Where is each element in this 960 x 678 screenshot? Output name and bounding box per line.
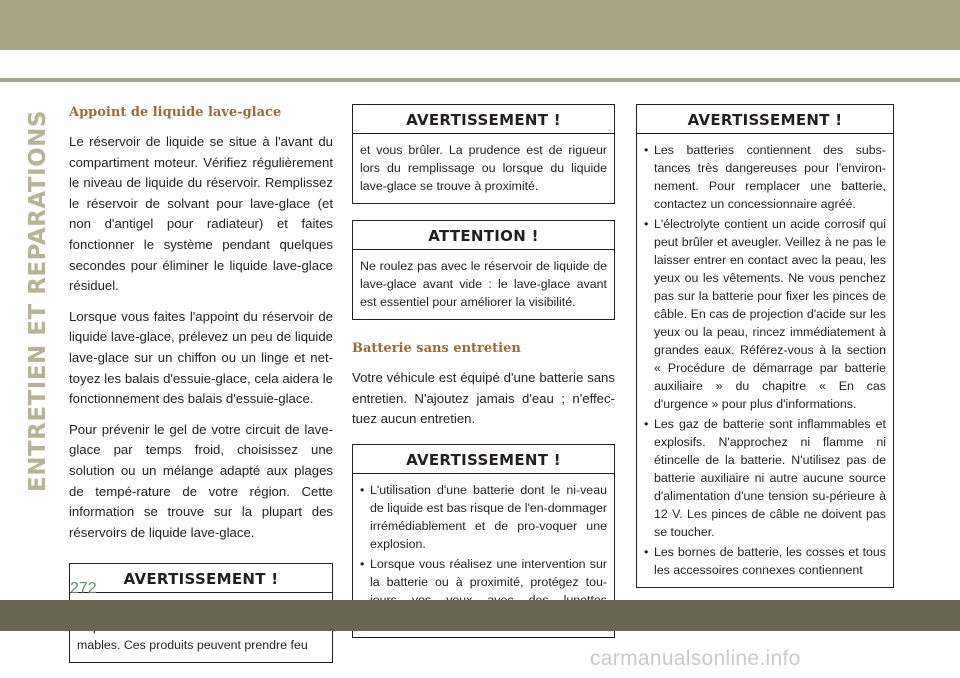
warning-item: • Lorsque vous réalisez une intervention sur la batterie ou à proximité, protégez tou- xyxy=(360,555,607,627)
heading-battery: Batterie sans entretien xyxy=(352,341,521,356)
warning-item: • L'utilisation d'une batterie dont le ni-veau de liquide est bas risque de l'en-dommager irrémédiablement et de pro-voquer une explosion. xyxy=(360,481,607,553)
warning-item: • L'électrolyte contient un acide corrosif qui peut brûler et aveugler. Veillez à ne pas le laisser entrer en contact avec la peau, les yeux ou les vêtements. Ne vous penchez pas sur la batterie pour fixer les pinces de câble. En cas de projection d'acide sur les yeux ou la peau, rincez immédiatement à grandes eaux. Référez-vous à la section « Procédure de démarrage par batterie auxiliaire » du chapitre « En cas d'urgence » pour plus d'informations. xyxy=(644,215,886,413)
column-3 xyxy=(636,104,894,588)
heading-washer-fluid: Appoint de liquide lave-glace xyxy=(69,105,282,120)
warning-item: • Les gaz de batterie sont inflammables et explosifs. N'approchez ni flamme ni étincelle de la batterie. N'utilisez pas de batterie auxiliaire ni autre aucune source d'alimentation d'une tension su-périeure à 12 V. Les pinces de câble ne doivent pas se toucher. xyxy=(644,415,886,541)
warning-list xyxy=(644,141,886,579)
section-tab-title: ENTRETIEN ET REPARATIONS xyxy=(25,110,51,492)
caution-box-washer xyxy=(352,220,615,320)
warning-title: AVERTISSEMENT ! xyxy=(353,445,614,474)
header-band xyxy=(0,0,960,50)
warning-text: mables. Ces produits peuvent prendre feu xyxy=(77,638,308,653)
warning-text: et vous brûler. La prudence est de rigueur lors du remplissage ou lorsque du liquide lave-glace se trouve à proximité. xyxy=(360,143,607,193)
column-2 xyxy=(352,104,615,638)
paragraph-reservoir: Le réservoir de liquide se situe à l'avant du compartiment moteur. Vérifiez régulièrement le niveau de liquide du réservoir. Remplissez le réservoir de solvant pour lave-glace (et non d'antigel pour radiateur) et faites fonctionner le système pendant quelques secondes pour éliminer le liquide lave-glace résiduel. xyxy=(69,134,333,294)
page-number: 272 xyxy=(70,580,97,597)
watermark: carmanualsonline.info xyxy=(590,647,801,670)
caution-title: ATTENTION ! xyxy=(353,221,614,250)
warning-box-continued xyxy=(352,104,615,204)
warning-title: AVERTISSEMENT ! xyxy=(637,105,893,134)
warning-box-battery-hazards xyxy=(636,104,894,588)
caution-text: Ne roulez pas avec le réservoir de liquide de lave-glace avant vide : le lave-glace avant est essentiel pour améliorer la visibilité. xyxy=(360,259,607,309)
warning-title: AVERTISSEMENT ! xyxy=(353,105,614,134)
warning-list-container xyxy=(637,134,893,587)
paragraph-refill: Lorsque vous faites l'appoint du réservoir de liquide lave-glace, prélevez un peu de liquide lave-glace sur un chiffon ou un linge et net-toyez les balais d'essuie-glace, cela aidera le fonctionnement des balais d'essuie-glace. xyxy=(69,308,333,407)
footer-band xyxy=(0,600,960,631)
column-1 xyxy=(69,104,333,663)
header-rule xyxy=(0,78,960,82)
warning-item: • Les bornes de batterie, les cosses et tous les accessoires connexes contiennent xyxy=(644,543,886,579)
paragraph-freeze: Pour prévenir le gel de votre circuit de lave-glace par temps froid, choisissez une solution ou un mélange adapté aux plages de tempé-rature de votre région. Cette information se trouve sur la plupart des réservoirs de liquide lave-glace. xyxy=(69,421,333,540)
warning-item: • Les batteries contiennent des subs-tances très dangereuses pour l'environ-nement. Pour remplacer une batterie, contactez un concessionnaire agréé. xyxy=(644,141,886,213)
warning-title: AVERTISSEMENT ! xyxy=(70,564,332,593)
paragraph-battery: Votre véhicule est équipé d'une batterie sans entretien. N'ajoutez jamais d'eau ; n'effec-tuez aucun entretien. xyxy=(352,370,615,427)
